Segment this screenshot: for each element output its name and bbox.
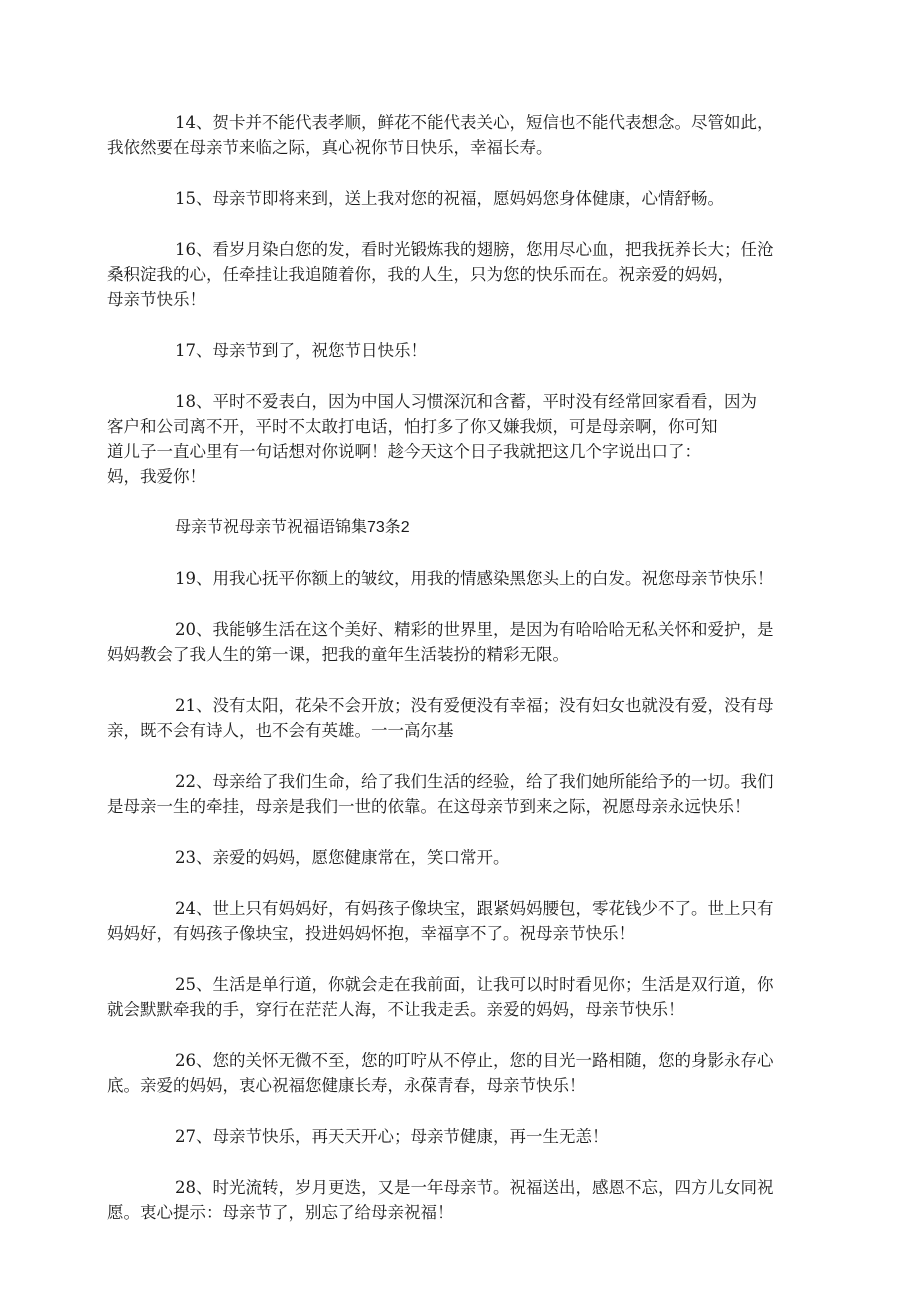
paragraph-line: 21、没有太阳，花朵不会开放；没有爱便没有幸福；没有妇女也就没有爱，没有母	[175, 696, 774, 715]
paragraph	[107, 972, 802, 1022]
paragraph-line: 就会默默牵我的手，穿行在茫茫人海，不让我走丢。亲爱的妈妈，母亲节快乐！	[107, 1000, 685, 1019]
paragraph-line: 妈妈教会了我人生的第一课，把我的童年生活装扮的精彩无限。	[107, 645, 569, 664]
paragraph-line: 19、用我心抚平你额上的皱纹，用我的情感染黑您头上的白发。祝您母亲节快乐！	[175, 569, 774, 588]
paragraph	[107, 338, 802, 363]
paragraph	[107, 845, 802, 870]
paragraph-line: 客户和公司离不开，平时不太敢打电话，怕打多了你又嫌我烦，可是母亲啊，你可知	[107, 417, 718, 436]
paragraph-line: 18、平时不爱表白，因为中国人习惯深沉和含蓄，平时没有经常回家看看，因为	[175, 392, 757, 411]
paragraph	[107, 1175, 802, 1225]
paragraph-line: 28、时光流转，岁月更迭，又是一年母亲节。祝福送出，感恩不忘，四方儿女同祝	[175, 1178, 774, 1197]
paragraph-line: 27、母亲节快乐，再天天开心；母亲节健康，再一生无恙！	[175, 1127, 609, 1146]
paragraph-line: 24、世上只有妈妈好，有妈孩子像块宝，跟紧妈妈腰包，零花钱少不了。世上只有	[175, 899, 774, 918]
paragraph-line: 22、母亲给了我们生命，给了我们生活的经验，给了我们她所能给予的一切。我们	[175, 772, 774, 791]
paragraphs-before	[107, 110, 802, 489]
paragraph	[107, 186, 802, 211]
paragraph-line: 愿。衷心提示：母亲节了，别忘了给母亲祝福！	[107, 1203, 454, 1222]
paragraph	[107, 237, 802, 312]
paragraph	[107, 896, 802, 946]
paragraph-line: 妈妈好，有妈孩子像块宝，投进妈妈怀抱，幸福享不了。祝母亲节快乐！	[107, 924, 635, 943]
paragraph-line: 我依然要在母亲节来临之际，真心祝你节日快乐，幸福长寿。	[107, 138, 553, 157]
paragraph-line: 底。亲爱的妈妈，衷心祝福您健康长寿，永葆青春，母亲节快乐！	[107, 1076, 586, 1095]
paragraph-line: 是母亲一生的牵挂，母亲是我们一世的依靠。在这母亲节到来之际，祝愿母亲永远快乐！	[107, 797, 751, 816]
paragraph-line: 妈，我爱你！	[107, 467, 206, 486]
paragraph-line: 17、母亲节到了，祝您节日快乐！	[175, 341, 427, 360]
paragraph-line: 23、亲爱的妈妈，愿您健康常在，笑口常开。	[175, 848, 510, 867]
paragraph-line: 16、看岁月染白您的发，看时光锻炼我的翅膀，您用尽心血，把我抚养长大；任沧	[175, 240, 774, 259]
paragraphs-after	[107, 566, 802, 1225]
paragraph	[107, 693, 802, 743]
paragraph-line: 26、您的关怀无微不至，您的叮咛从不停止，您的目光一路相随，您的身影永存心	[175, 1051, 774, 1070]
paragraph-line: 亲，既不会有诗人，也不会有英雄。一一高尔基	[107, 721, 454, 740]
paragraph	[107, 1124, 802, 1149]
paragraph-line: 15、母亲节即将来到，送上我对您的祝福，愿妈妈您身体健康，心情舒畅。	[175, 189, 724, 208]
paragraph-line: 桑积淀我的心，任牵挂让我追随着你，我的人生，只为您的快乐而在。祝亲爱的妈妈，	[107, 265, 734, 284]
paragraph-line: 14、贺卡并不能代表孝顺，鲜花不能代表关心，短信也不能代表想念。尽管如此，	[175, 113, 774, 132]
paragraph	[107, 110, 802, 160]
document-body	[107, 110, 802, 1251]
paragraph-line: 25、生活是单行道，你就会走在我前面，让我可以时时看见你；生活是双行道，你	[175, 975, 774, 994]
paragraph-line: 20、我能够生活在这个美好、精彩的世界里，是因为有哈哈哈无私关怀和爱护，是	[175, 620, 774, 639]
paragraph	[107, 389, 802, 489]
section-heading: 母亲节祝母亲节祝福语锦集73条2	[175, 519, 410, 536]
paragraph	[107, 769, 802, 819]
paragraph	[107, 1048, 802, 1098]
paragraph	[107, 617, 802, 667]
paragraph-line: 母亲节快乐！	[107, 290, 206, 309]
paragraph	[107, 566, 802, 591]
paragraph-line: 道儿子一直心里有一句话想对你说啊！趁今天这个日子我就把这几个字说出口了：	[107, 442, 701, 461]
